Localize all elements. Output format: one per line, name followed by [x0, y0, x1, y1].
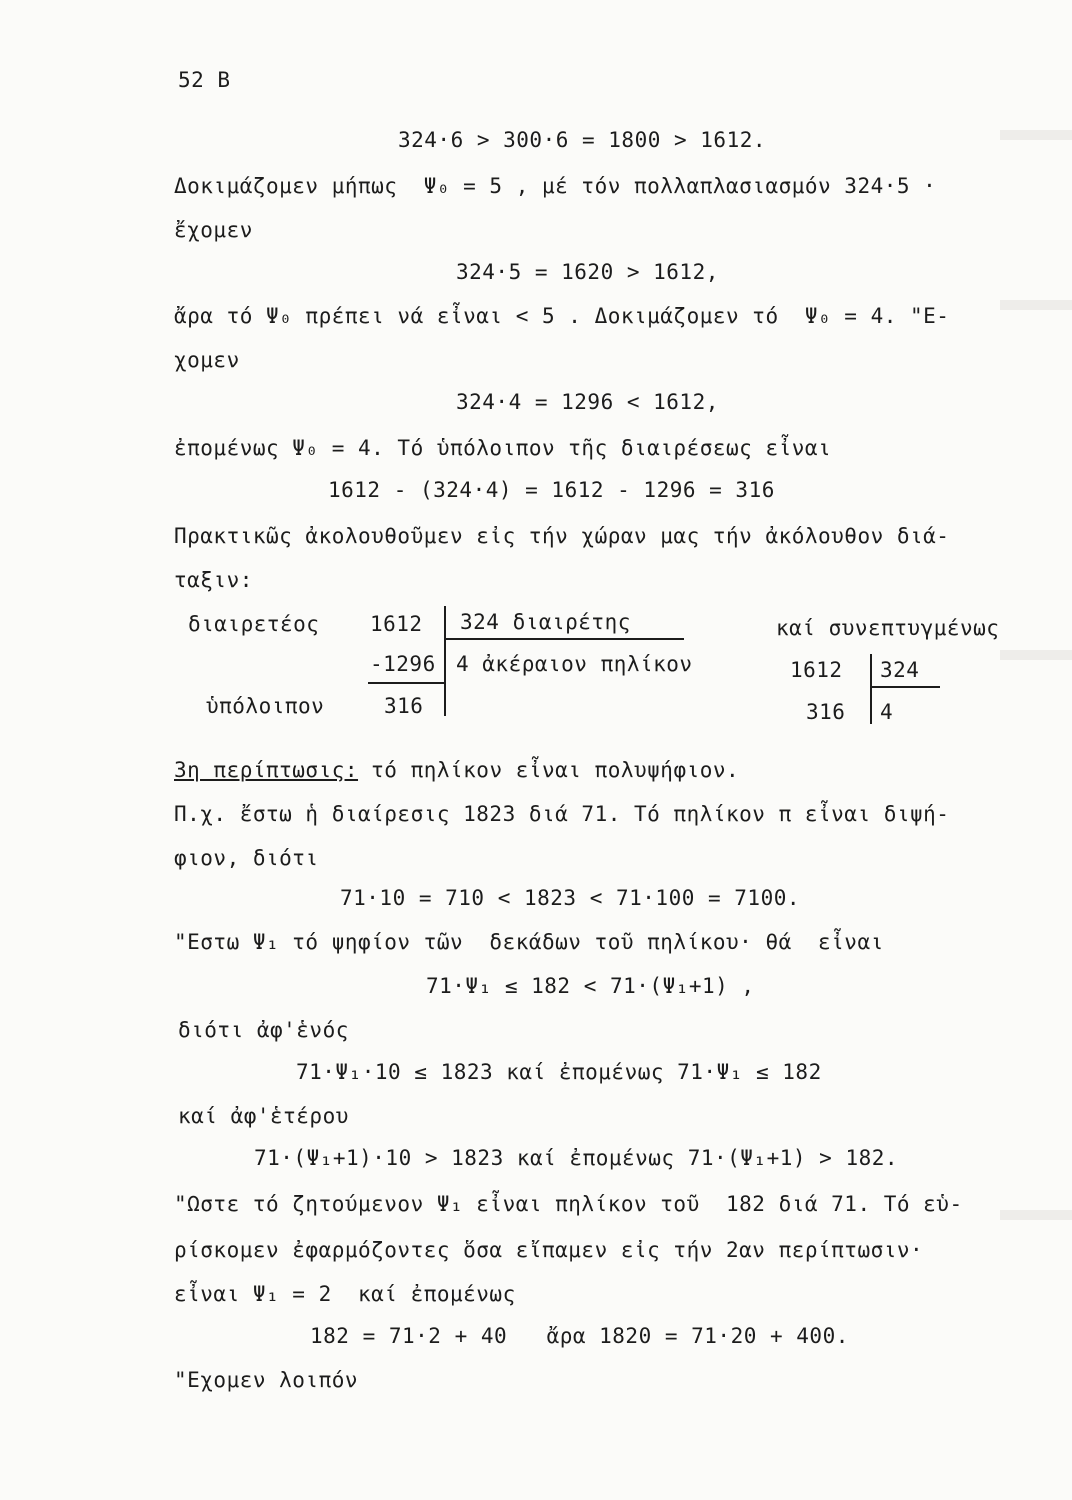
text-line: ἔχομεν	[174, 218, 253, 242]
equation-line: 71·(Ψ₁+1)·10 > 1823 καί ἐπομένως 71·(Ψ₁+1) > 182.	[254, 1146, 899, 1170]
division-vertical-rule	[444, 606, 446, 716]
text-line: ἄρα τό Ψ₀ πρέπει νά εἶναι < 5 . Δοκιμάζομεν τό Ψ₀ = 4. "Ε-	[174, 304, 950, 328]
division-divisor-rule	[444, 638, 684, 640]
text-line: χομεν	[174, 348, 240, 372]
equation-line: 1612 - (324·4) = 1612 - 1296 = 316	[328, 478, 775, 502]
division-subtraction-rule	[368, 682, 446, 684]
equation-line: 182 = 71·2 + 40 ἄρα 1820 = 71·20 + 400.	[310, 1324, 849, 1348]
text-line: διότι ἀφ'ἑνός	[178, 1018, 349, 1042]
text-line: Πρακτικῶς ἀκολουθοῦμεν εἰς τήν χώραν μας τήν ἀκόλουθον διά-	[174, 524, 950, 548]
section-heading-text: τό πηλίκον εἶναι πολυψήφιον.	[358, 758, 740, 782]
text-line: Δοκιμάζομεν μήπως Ψ₀ = 5 , μέ τόν πολλαπλασιασμόν 324·5 ·	[174, 174, 937, 198]
text-line: Π.χ. ἔστω ἡ διαίρεσις 1823 διά 71. Τό πηλίκον π εἶναι διψή-	[174, 802, 950, 826]
remainder-value: 316	[384, 694, 424, 718]
equation-line: 71·Ψ₁·10 ≤ 1823 καί ἐπομένως 71·Ψ₁ ≤ 182	[296, 1060, 822, 1084]
subtracted-value: -1296	[370, 652, 436, 676]
compact-remainder: 316	[806, 700, 846, 724]
text-line: φιον, διότι	[174, 846, 319, 870]
equation-line: 324·6 > 300·6 = 1800 > 1612.	[398, 128, 767, 152]
text-line: "Ωστε τό ζητούμενον Ψ₁ εἶναι πηλίκον τοῦ 182 διά 71. Τό εὑ-	[174, 1192, 963, 1216]
compact-dividend: 1612	[790, 658, 843, 682]
text-line: "Εχομεν λοιπόν	[174, 1368, 359, 1392]
equation-line: 324·5 = 1620 > 1612,	[456, 260, 719, 284]
text-line: καί ἀφ'ἑτέρου	[178, 1104, 349, 1128]
compact-horizontal-rule	[870, 686, 940, 688]
compact-divisor: 324	[880, 658, 920, 682]
dividend-value: 1612	[370, 612, 423, 636]
bleed-through-mark	[1000, 1210, 1072, 1220]
equation-line: 324·4 = 1296 < 1612,	[456, 390, 719, 414]
section-heading-label: 3η περίπτωσις:	[174, 758, 359, 782]
text-line: "Εστω Ψ₁ τό ψηφίον τῶν δεκάδων τοῦ πηλίκου· θά εἶναι	[174, 930, 884, 954]
dividend-label: διαιρετέος	[188, 612, 320, 636]
bleed-through-mark	[1000, 650, 1072, 660]
text-line: εἶναι Ψ₁ = 2 καί ἐπομένως	[174, 1282, 516, 1306]
bleed-through-mark	[1000, 300, 1072, 310]
page-number: 52 B	[178, 68, 231, 92]
divisor-label: 324 διαιρέτης	[460, 610, 631, 634]
equation-line: 71·Ψ₁ ≤ 182 < 71·(Ψ₁+1) ,	[426, 974, 755, 998]
compact-quotient: 4	[880, 700, 894, 724]
remainder-label: ὑπόλοιπον	[206, 694, 325, 718]
equation-line: 71·10 = 710 < 1823 < 71·100 = 7100.	[340, 886, 801, 910]
compact-label: καί συνεπτυγμένως	[776, 616, 1000, 640]
compact-vertical-rule	[870, 654, 872, 724]
text-line: ρίσκομεν ἐφαρμόζοντες ὅσα εἴπαμεν εἰς τήν 2αν περίπτωσιν·	[174, 1238, 924, 1262]
bleed-through-mark	[1000, 130, 1072, 140]
text-line: ταξιν:	[174, 568, 253, 592]
quotient-label: 4 ἀκέραιον πηλίκον	[456, 652, 693, 676]
text-line: ἐπομένως Ψ₀ = 4. Τό ὑπόλοιπον τῆς διαιρέσεως εἶναι	[174, 436, 832, 460]
section-heading	[174, 756, 739, 784]
